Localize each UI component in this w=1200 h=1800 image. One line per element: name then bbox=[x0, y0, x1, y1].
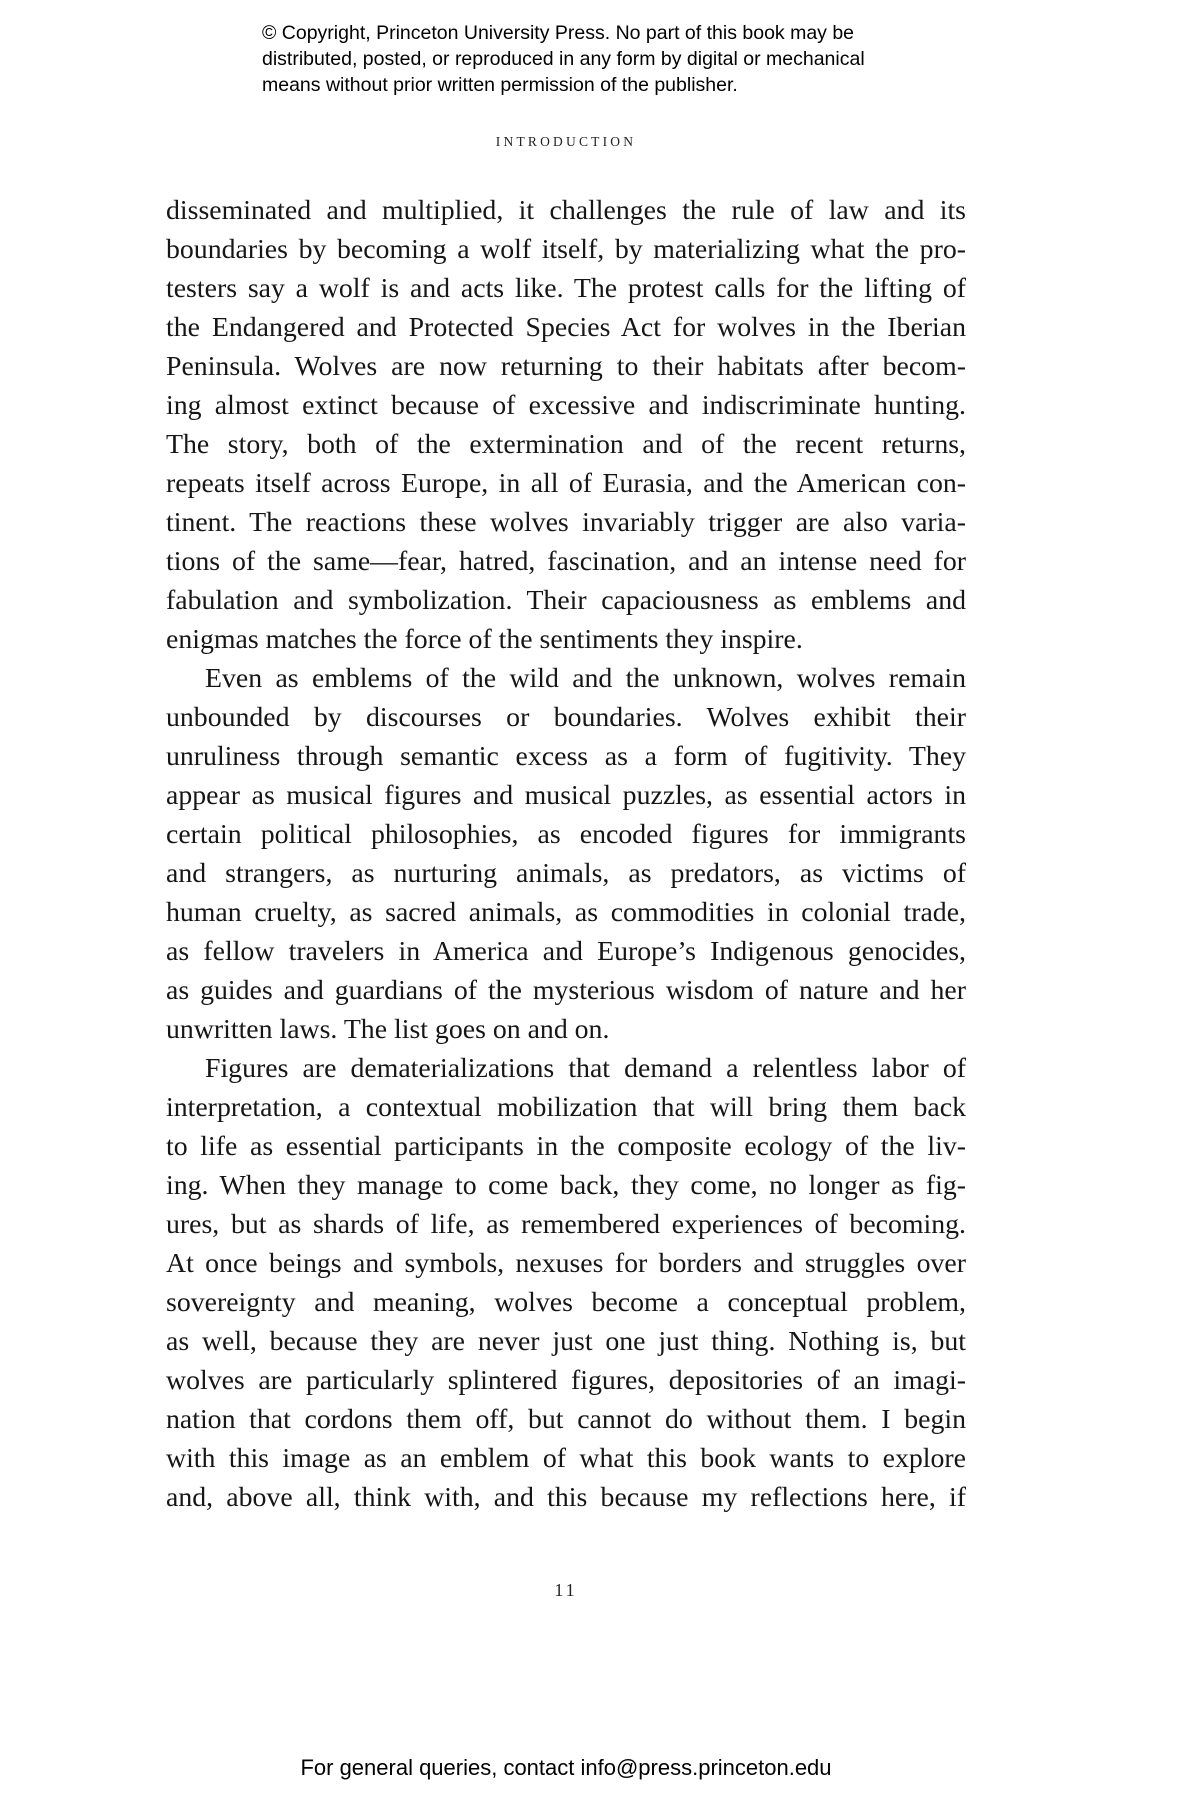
text-line: repeats itself across Europe, in all of Eurasia, and the American con- bbox=[166, 468, 966, 499]
text-line: as guides and guardians of the mysterious wisdom of nature and her bbox=[166, 975, 966, 1006]
text-line: as fellow travelers in America and Europe’s Indigenous genocides, bbox=[166, 936, 966, 967]
text-line: unruliness through semantic excess as a form of fugitivity. They bbox=[166, 741, 966, 772]
text-line: Peninsula. Wolves are now returning to their habitats after becom- bbox=[166, 351, 966, 382]
text-line: as well, because they are never just one just thing. Nothing is, but bbox=[166, 1326, 966, 1357]
text-line: to life as essential participants in the composite ecology of the liv- bbox=[166, 1131, 966, 1162]
running-head: INTRODUCTION bbox=[495, 134, 637, 149]
text-line: tinent. The reactions these wolves invariably trigger are also varia- bbox=[166, 507, 966, 538]
text-line: testers say a wolf is and acts like. The protest calls for the lifting of bbox=[166, 273, 966, 304]
text-line: unwritten laws. The list goes on and on. bbox=[166, 1014, 610, 1045]
page-number: 11 bbox=[554, 1580, 578, 1600]
paragraph-1 bbox=[166, 191, 966, 659]
text-line: ures, but as shards of life, as remembered experiences of becoming. bbox=[166, 1209, 966, 1240]
copyright-line: distributed, posted, or reproduced in any form by digital or mechanical bbox=[262, 48, 865, 70]
text-line: ing almost extinct because of excessive and indiscriminate hunting. bbox=[166, 390, 966, 421]
text-line: Figures are dematerializations that demand a relentless labor of bbox=[205, 1053, 966, 1084]
text-line: unbounded by discourses or boundaries. Wolves exhibit their bbox=[166, 702, 966, 733]
paragraph-2 bbox=[166, 659, 966, 1049]
text-line: wolves are particularly splintered figures, depositories of an imagi- bbox=[166, 1365, 966, 1396]
text-line: nation that cordons them off, but cannot do without them. I begin bbox=[166, 1404, 966, 1435]
text-line: fabulation and symbolization. Their capaciousness as emblems and bbox=[166, 585, 966, 616]
copyright-notice bbox=[262, 20, 1022, 98]
contact-footer: For general queries, contact info@press.princeton.edu bbox=[300, 1755, 832, 1780]
text-line: and, above all, think with, and this because my reflections here, if bbox=[166, 1482, 966, 1513]
copyright-line: means without prior written permission of the publisher. bbox=[262, 74, 738, 96]
text-line: boundaries by becoming a wolf itself, by materializing what the pro- bbox=[166, 234, 966, 265]
text-line: enigmas matches the force of the sentiments they inspire. bbox=[166, 624, 803, 655]
text-line: ing. When they manage to come back, they come, no longer as fig- bbox=[166, 1170, 966, 1201]
text-line: At once beings and symbols, nexuses for borders and struggles over bbox=[166, 1248, 966, 1279]
text-line: tions of the same—fear, hatred, fascination, and an intense need for bbox=[166, 546, 966, 577]
text-line: and strangers, as nurturing animals, as predators, as victims of bbox=[166, 858, 966, 889]
text-line: interpretation, a contextual mobilization that will bring them back bbox=[166, 1092, 966, 1123]
text-line: disseminated and multiplied, it challenges the rule of law and its bbox=[166, 195, 966, 226]
text-line: human cruelty, as sacred animals, as commodities in colonial trade, bbox=[166, 897, 966, 928]
text-line: appear as musical figures and musical puzzles, as essential actors in bbox=[166, 780, 966, 811]
text-line: certain political philosophies, as encoded figures for immigrants bbox=[166, 819, 966, 850]
text-line: with this image as an emblem of what this book wants to explore bbox=[166, 1443, 966, 1474]
text-line: sovereignty and meaning, wolves become a conceptual problem, bbox=[166, 1287, 966, 1318]
paragraph-3 bbox=[166, 1049, 966, 1517]
text-line: The story, both of the extermination and of the recent returns, bbox=[166, 429, 966, 460]
body-text bbox=[166, 191, 966, 1517]
text-line: Even as emblems of the wild and the unknown, wolves remain bbox=[205, 663, 966, 694]
copyright-line: © Copyright, Princeton University Press. No part of this book may be bbox=[262, 22, 855, 44]
text-line: the Endangered and Protected Species Act for wolves in the Iberian bbox=[166, 312, 966, 343]
